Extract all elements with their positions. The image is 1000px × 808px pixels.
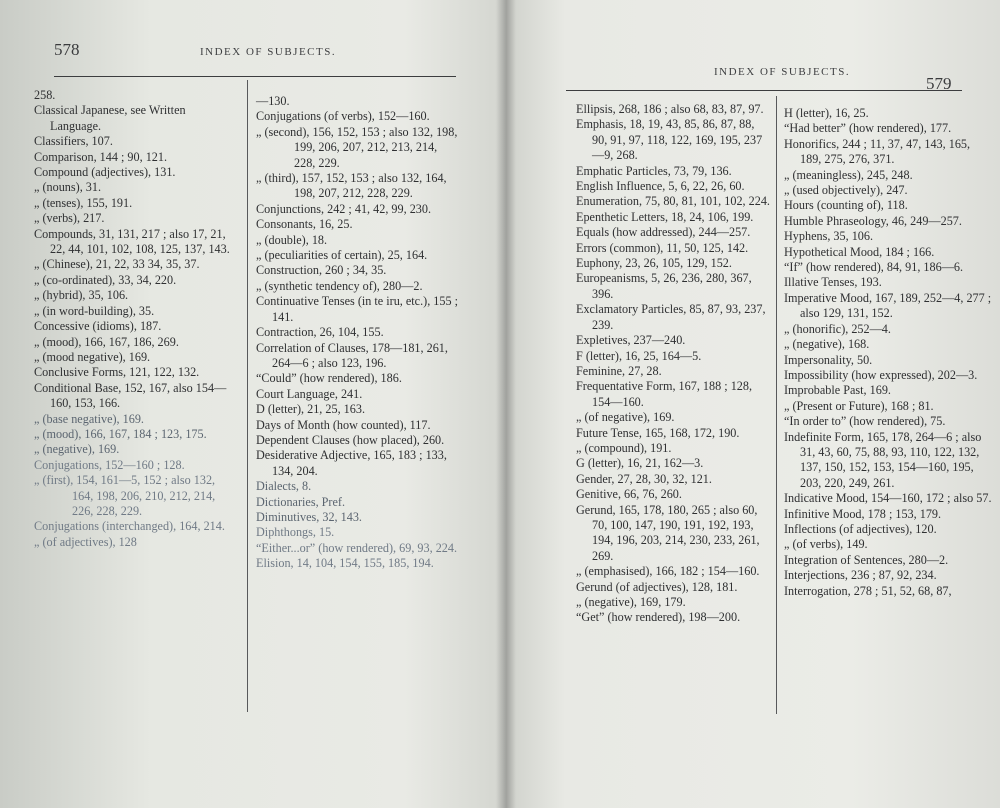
- index-entry: Consonants, 16, 25.: [256, 217, 353, 232]
- index-entry: Future Tense, 165, 168, 172, 190.: [576, 425, 740, 440]
- index-entry: „ (Present or Future), 168 ; 81.: [784, 398, 934, 413]
- index-entry: Epenthetic Letters, 18, 24, 106, 199.: [576, 209, 754, 224]
- index-entry: „ (synthetic tendency of), 280—2.: [256, 278, 423, 293]
- index-entry: „ (in word-building), 35.: [34, 303, 155, 318]
- index-entry: „ (Chinese), 21, 22, 33 34, 35, 37.: [34, 257, 200, 272]
- index-entry: Hypothetical Mood, 184 ; 166.: [784, 244, 935, 259]
- index-entry: „ (of verbs), 149.: [784, 537, 868, 552]
- page-number: 578: [54, 40, 80, 59]
- index-entry: Gerund (of adjectives), 128, 181.: [576, 579, 738, 594]
- book-gutter: [496, 0, 516, 808]
- index-entry: Diphthongs, 15.: [256, 525, 335, 540]
- running-head: INDEX OF SUBJECTS.: [200, 46, 337, 58]
- index-entry: „ (compound), 191.: [576, 440, 672, 455]
- index-entry: Diminutives, 32, 143.: [256, 509, 362, 524]
- column-divider: [776, 96, 777, 714]
- index-entry: Dialects, 8.: [256, 479, 312, 494]
- index-entry: Enumeration, 75, 80, 81, 101, 102, 224.: [576, 194, 770, 209]
- index-entry: Conjunctions, 242 ; 41, 42, 99, 230.: [256, 201, 432, 216]
- index-entry: „ (mood negative), 169.: [34, 349, 151, 364]
- header-rule: [54, 76, 456, 77]
- index-entry: “Had better” (how rendered), 177.: [784, 121, 952, 136]
- index-entry: „ (honorific), 252—4.: [784, 321, 891, 336]
- index-entry: Interrogation, 278 ; 51, 52, 68, 87,: [784, 583, 952, 598]
- index-entry: Expletives, 237—240.: [576, 333, 686, 348]
- index-entry: „ (verbs), 217.: [34, 211, 105, 226]
- index-entry: Interjections, 236 ; 87, 92, 234.: [784, 568, 937, 583]
- index-entry: D (letter), 21, 25, 163.: [256, 402, 365, 417]
- index-entry: Impersonality, 50.: [784, 352, 873, 367]
- index-entry: 258.: [34, 88, 56, 102]
- index-entry: Dependent Clauses (how placed), 260.: [256, 432, 445, 447]
- index-entry: Continuative Tenses (in te iru, etc.), 155 ; 141.: [256, 294, 459, 324]
- index-entry: Frequentative Form, 167, 188 ; 128, 154—160.: [576, 379, 753, 409]
- index-entry: „ (first), 154, 161—5, 152 ; also 132, 164, 198, 206, 210, 212, 214, 226, 228, 229.: [34, 473, 216, 518]
- index-entry: Humble Phraseology, 46, 249—257.: [784, 213, 962, 228]
- index-entry: Classifiers, 107.: [34, 134, 113, 149]
- index-entry: Correlation of Clauses, 178—181, 261, 264—6 ; also 123, 196.: [256, 340, 448, 370]
- index-entry: Elision, 14, 104, 154, 155, 185, 194.: [256, 556, 434, 571]
- index-entry: Conditional Base, 152, 167, also 154—160, 153, 166.: [34, 380, 227, 411]
- index-entry: Equals (how addressed), 244—257.: [576, 225, 751, 240]
- index-entry: Impossibility (how expressed), 202—3.: [784, 367, 978, 382]
- index-entry: Emphasis, 18, 19, 43, 85, 86, 87, 88, 90, 91, 97, 118, 122, 169, 195, 237—9, 268.: [576, 117, 763, 163]
- index-entry: “In order to” (how rendered), 75.: [784, 414, 946, 429]
- index-entry: H (letter), 16, 25.: [784, 106, 869, 120]
- index-entry: Europeanisms, 5, 26, 236, 280, 367, 396.: [576, 271, 752, 301]
- index-entry: Illative Tenses, 193.: [784, 275, 882, 290]
- index-entry: “Either...or” (how rendered), 69, 93, 224.: [256, 540, 458, 555]
- right-page: [506, 0, 1000, 808]
- index-entry: „ (base negative), 169.: [34, 411, 144, 426]
- index-entry: Infinitive Mood, 178 ; 153, 179.: [784, 506, 942, 521]
- index-entry: Comparison, 144 ; 90, 121.: [34, 149, 168, 164]
- index-entry: Exclamatory Particles, 85, 87, 93, 237, 239.: [576, 302, 766, 332]
- index-entry: „ (mood), 166, 167, 184 ; 123, 175.: [34, 426, 207, 441]
- index-entry: F (letter), 16, 25, 164—5.: [576, 348, 702, 363]
- index-entry: „ (meaningless), 245, 248.: [784, 167, 913, 182]
- index-entry: Integration of Sentences, 280—2.: [784, 552, 949, 567]
- index-entry: „ (second), 156, 152, 153 ; also 132, 198, 199, 206, 207, 212, 213, 214, 228, 229.: [256, 124, 458, 170]
- index-entry: Ellipsis, 268, 186 ; also 68, 83, 87, 97.: [576, 102, 764, 116]
- index-entry: Hours (counting of), 118.: [784, 198, 908, 213]
- index-column-left-1: [34, 88, 239, 550]
- index-entry: Gender, 27, 28, 30, 32, 121.: [576, 471, 712, 486]
- index-entry: „ (nouns), 31.: [34, 180, 102, 195]
- index-entry: Concessive (idioms), 187.: [34, 319, 162, 334]
- index-column-right-1: [576, 102, 770, 626]
- index-entry: Construction, 260 ; 34, 35.: [256, 263, 387, 278]
- index-entry: „ (double), 18.: [256, 232, 328, 247]
- index-entry: „ (tenses), 155, 191.: [34, 195, 133, 210]
- index-entry: —130.: [256, 94, 290, 108]
- index-entry: English Influence, 5, 6, 22, 26, 60.: [576, 179, 745, 194]
- index-entry: Feminine, 27, 28.: [576, 363, 662, 378]
- index-entry: „ (emphasised), 166, 182 ; 154—160.: [576, 564, 760, 579]
- index-entry: Classical Japanese, see Written Language.: [34, 103, 186, 133]
- index-entry: „ (negative), 169, 179.: [576, 595, 686, 609]
- index-entry: „ (of negative), 169.: [576, 410, 675, 425]
- index-entry: Gerund, 165, 178, 180, 265 ; also 60, 70, 100, 147, 190, 191, 192, 193, 194, 196, 203, 214, 230, 233, 261, 269.: [576, 502, 760, 563]
- running-head: INDEX OF SUBJECTS.: [714, 66, 851, 78]
- index-entry: Dictionaries, Pref.: [256, 494, 346, 509]
- index-entry: Compounds, 31, 131, 217 ; also 17, 21, 22, 44, 101, 102, 108, 125, 137, 143.: [34, 226, 230, 257]
- index-entry: Court Language, 241.: [256, 386, 363, 401]
- index-column-left-2: [256, 94, 458, 572]
- index-entry: Conjugations (interchanged), 164, 214.: [34, 519, 225, 534]
- index-entry: Genitive, 66, 76, 260.: [576, 487, 682, 502]
- index-entry: Improbable Past, 169.: [784, 383, 891, 398]
- page-number: 579: [926, 74, 952, 93]
- index-entry: Inflections (of adjectives), 120.: [784, 521, 937, 536]
- index-entry: “Could” (how rendered), 186.: [256, 371, 402, 386]
- index-entry: Indefinite Form, 165, 178, 264—6 ; also 31, 43, 60, 75, 88, 93, 110, 122, 132, 137, 150, 152, 153, 154—160, 195, 203, 220, 249, 261.: [784, 429, 982, 490]
- header-rule: [566, 90, 962, 91]
- index-entry: Desiderative Adjective, 165, 183 ; 133, 134, 204.: [256, 448, 447, 478]
- index-entry: Conclusive Forms, 121, 122, 132.: [34, 365, 200, 380]
- index-entry: „ (of adjectives), 128: [34, 534, 137, 549]
- index-entry: “Get” (how rendered), 198—200.: [576, 610, 741, 625]
- index-entry: Emphatic Particles, 73, 79, 136.: [576, 163, 732, 178]
- index-entry: „ (peculiarities of certain), 25, 164.: [256, 248, 428, 263]
- column-divider: [247, 80, 248, 712]
- index-entry: „ (hybrid), 35, 106.: [34, 288, 129, 303]
- index-entry: Conjugations, 152—160 ; 128.: [34, 457, 185, 472]
- index-entry: „ (negative), 168.: [784, 337, 870, 352]
- index-entry: Days of Month (how counted), 117.: [256, 417, 431, 432]
- index-entry: Honorifics, 244 ; 11, 37, 47, 143, 165, 189, 275, 276, 371.: [784, 136, 971, 167]
- index-column-right-2: [784, 106, 994, 599]
- index-entry: „ (mood), 166, 167, 186, 269.: [34, 334, 179, 349]
- index-entry: „ (negative), 169.: [34, 442, 120, 457]
- index-entry: Euphony, 23, 26, 105, 129, 152.: [576, 256, 732, 271]
- index-entry: Compound (adjectives), 131.: [34, 165, 176, 180]
- index-entry: „ (used objectively), 247.: [784, 183, 908, 198]
- index-entry: Conjugations (of verbs), 152—160.: [256, 109, 430, 124]
- index-entry: Contraction, 26, 104, 155.: [256, 325, 384, 340]
- index-entry: Indicative Mood, 154—160, 172 ; also 57.: [784, 491, 992, 506]
- index-entry: „ (co-ordinated), 33, 34, 220.: [34, 272, 177, 287]
- index-entry: “If” (how rendered), 84, 91, 186—6.: [784, 260, 964, 275]
- index-entry: Errors (common), 11, 50, 125, 142.: [576, 240, 749, 255]
- index-entry: Imperative Mood, 167, 189, 252—4, 277 ; also 129, 131, 152.: [784, 290, 992, 321]
- index-entry: Hyphens, 35, 106.: [784, 229, 874, 244]
- index-entry: G (letter), 16, 21, 162—3.: [576, 456, 704, 471]
- index-entry: „ (third), 157, 152, 153 ; also 132, 164, 198, 207, 212, 228, 229.: [256, 171, 447, 201]
